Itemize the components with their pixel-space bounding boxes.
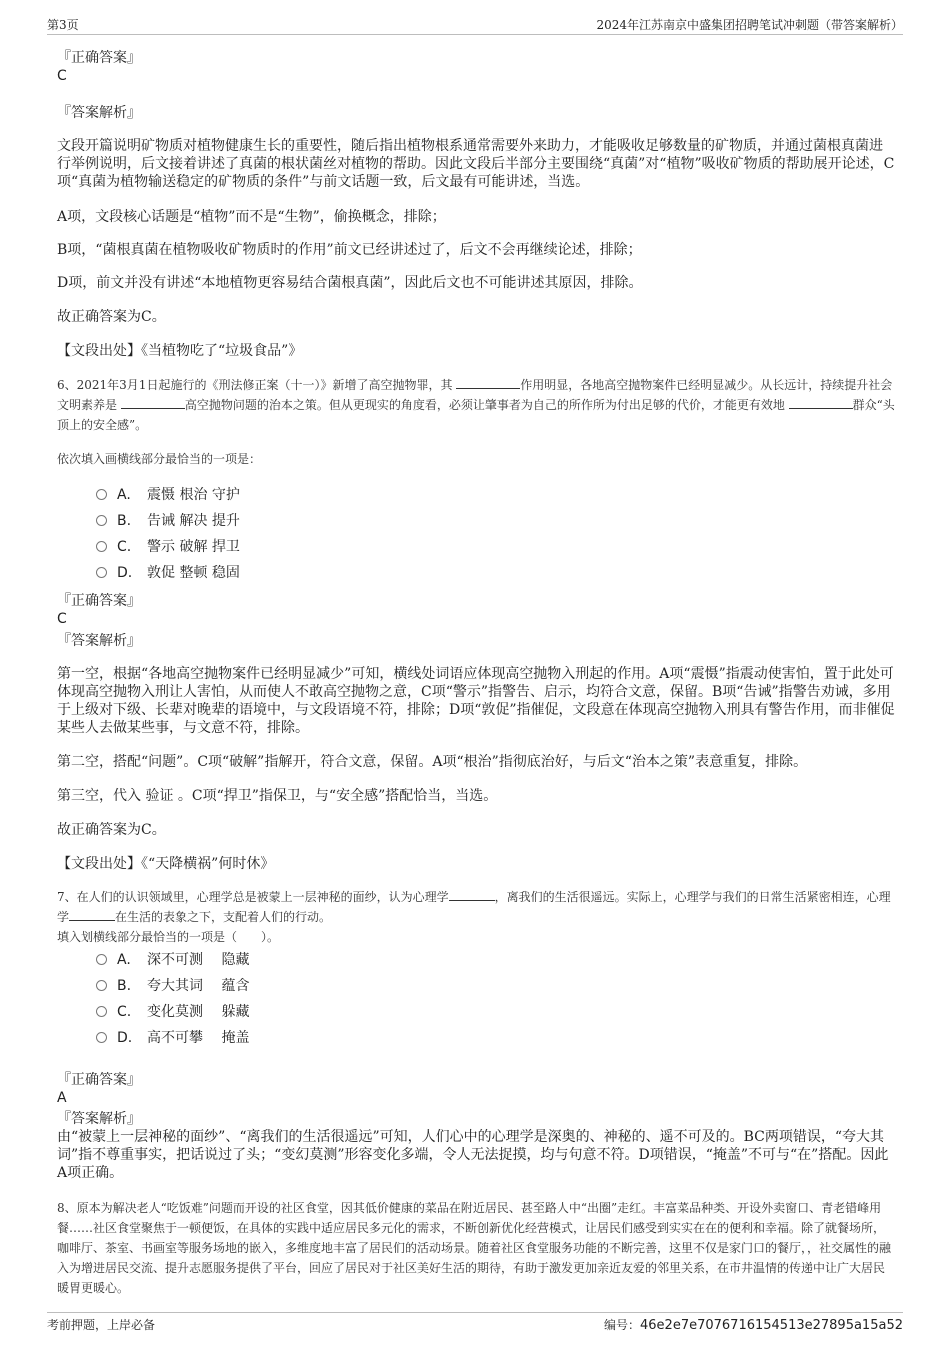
page-footer — [47, 1312, 903, 1335]
q5-analysis-paragraph: 文段开篇说明矿物质对植物健康生长的重要性，随后指出植物根系通常需要外来助力，才能吸收足够数量的矿物质，并通过菌根真菌进行举例说明，后文接着讲述了真菌的根状菌丝对植物的帮助。因此文段后半部分主要围绕“真菌”对“植物”吸收矿物质的帮助展开论述，C项“真菌为植物输送稳定的矿物质的条件”与前文话题一致，后文最有可能讲述，当选。 — [57, 138, 895, 190]
blank-line — [121, 396, 185, 409]
q7-option-b[interactable]: B. 夸大其词 蕴含 — [96, 977, 249, 995]
q6-answer-label: 『正确答案』 — [57, 593, 141, 609]
q5-analysis-label: 『答案解析』 — [57, 105, 141, 121]
q6-option-b[interactable]: B. 告诫 解决 提升 — [96, 512, 240, 530]
q7-instruction: 填入划横线部分最恰当的一项是（ ）。 — [57, 930, 280, 944]
radio-icon[interactable] — [96, 541, 107, 552]
q5-answer: C — [57, 68, 67, 84]
q6-analysis-paragraph: 第三空，代入 验证 。C项“捍卫”指保卫，与“安全感”搭配恰当，当选。 — [57, 788, 498, 804]
q6-conclusion: 故正确答案为C。 — [57, 822, 166, 838]
q6-stem: 6、2021年3月1日起施行的《刑法修正案（十一）》新增了高空抛物罪，其 作用明显，各地高空抛物案件已经明显减少。从长远计，持续提升社会文明素养是 高空抛物问题的治本之策。但从更现实的角度看，必须让肇事者为自己的所作所为付出足够的代价，才能更有效地 群众“头顶上的安全感”。 — [57, 378, 895, 432]
q7-answer-label: 『正确答案』 — [57, 1072, 141, 1088]
q7-option-d[interactable]: D. 高不可攀 掩盖 — [96, 1029, 249, 1047]
radio-icon[interactable] — [96, 980, 107, 991]
q7-option-c[interactable]: C. 变化莫测 躲藏 — [96, 1003, 249, 1021]
q7-analysis-label: 『答案解析』 — [57, 1111, 141, 1127]
footer-slogan: 考前押题，上岸必备 — [47, 1318, 156, 1332]
page-header — [47, 14, 903, 35]
q6-analysis-paragraph: 第二空，搭配“问题”。C项“破解”指解开，符合文意，保留。A项“根治”指彻底治好，与后文“治本之策”表意重复，排除。 — [57, 754, 808, 770]
q7-option-a[interactable]: A. 深不可测 隐藏 — [96, 951, 249, 969]
radio-icon[interactable] — [96, 1032, 107, 1043]
q5-answer-label: 『正确答案』 — [57, 50, 141, 66]
document-code: 编号：46e2e7e7076716154513e27895a15a52 — [604, 1318, 903, 1333]
q8-stem: 8、原本为解决老人“吃饭难”问题而开设的社区食堂，因其低价健康的菜品在附近居民、甚至路人中“出圈”走红。丰富菜品种类、开设外卖窗口、青老错峰用餐……社区食堂聚焦于一顿便饭，在具体的实践中适应居民多元化的需求，不断创新优化经营模式，让居民们感受到实实在在的便利和幸福。除了就餐场所，咖啡厅、茶室、书画室等服务场地的嵌入，多维度地丰富了居民们的活动场景。随着社区食堂服务功能的不断完善，这里不仅是家门口的餐厅，，社交属性的融入为增进居民交流、提升志愿服务提供了平台，回应了居民对于社区美好生活的期待，有助于激发更加亲近友爱的邻里关系，在市井温情的传递中让广大居民暖胃更暖心。 — [57, 1201, 892, 1295]
radio-icon[interactable] — [96, 567, 107, 578]
blank-line — [449, 888, 495, 901]
q6-analysis-label: 『答案解析』 — [57, 633, 141, 649]
q5-analysis-paragraph: A项，文段核心话题是“植物”而不是“生物”，偷换概念，排除； — [57, 209, 446, 225]
q6-source: 【文段出处】《“天降横祸”何时休》 — [57, 856, 275, 872]
radio-icon[interactable] — [96, 515, 107, 526]
q7-stem: 7、在人们的认识领域里，心理学总是被蒙上一层神秘的面纱，认为心理学 ，离我们的生活很遥远。实际上，心理学与我们的日常生活紧密相连，心理学 在生活的表象之下，支配着人们的行动。 — [57, 890, 891, 924]
blank-line — [69, 908, 115, 921]
q5-source: 【文段出处】《当植物吃了“垃圾食品”》 — [57, 343, 303, 359]
q5-analysis-paragraph: D项，前文并没有讲述“本地植物更容易结合菌根真菌”，因此后文也不可能讲述其原因，排除。 — [57, 275, 643, 291]
q6-answer: C — [57, 611, 67, 627]
radio-icon[interactable] — [96, 954, 107, 965]
blank-line — [789, 396, 853, 409]
page-number: 第3页 — [47, 18, 79, 32]
document-title: 2024年江苏南京中盛集团招聘笔试冲刺题（带答案解析） — [596, 18, 903, 32]
q6-instruction: 依次填入画横线部分最恰当的一项是： — [57, 452, 262, 466]
radio-icon[interactable] — [96, 1006, 107, 1017]
radio-icon[interactable] — [96, 489, 107, 500]
q5-analysis-paragraph: B项，“菌根真菌在植物吸收矿物质时的作用”前文已经讲述过了，后文不会再继续论述，排除； — [57, 242, 642, 258]
q6-analysis-paragraph: 第一空，根据“各地高空抛物案件已经明显减少”可知，横线处词语应体现高空抛物入刑起的作用。A项“震慑”指震动使害怕，置于此处可体现高空抛物入刑让人害怕，从而使人不敢高空抛物之意，C项“警示”指警告、启示，均符合文意，保留。B项“告诫”指警告劝诫，多用于上级对下级、长辈对晚辈的语境中，与文段语境不符，排除；D项“敦促”指催促，文段意在体现高空抛物入刑具有警告作用，而非催促某些人去做某些事，与文意不符，排除。 — [57, 666, 895, 736]
q6-option-a[interactable]: A. 震慑 根治 守护 — [96, 486, 240, 504]
q7-analysis: 由“被蒙上一层神秘的面纱”、“离我们的生活很遥远”可知，人们心中的心理学是深奥的、神秘的、遥不可及的。BC两项错误，“夸大其词”指不尊重事实，把话说过了头；“变幻莫测”形容变化多端，令人无法捉摸，均与句意不符。D项错误，“掩盖”不可与“在”搭配。因此A项正确。 — [57, 1129, 889, 1181]
blank-line — [456, 376, 520, 389]
q6-option-c[interactable]: C. 警示 破解 捍卫 — [96, 538, 240, 556]
q5-conclusion: 故正确答案为C。 — [57, 309, 166, 325]
q7-answer: A — [57, 1090, 67, 1106]
q6-option-d[interactable]: D. 敦促 整顿 稳固 — [96, 564, 240, 582]
